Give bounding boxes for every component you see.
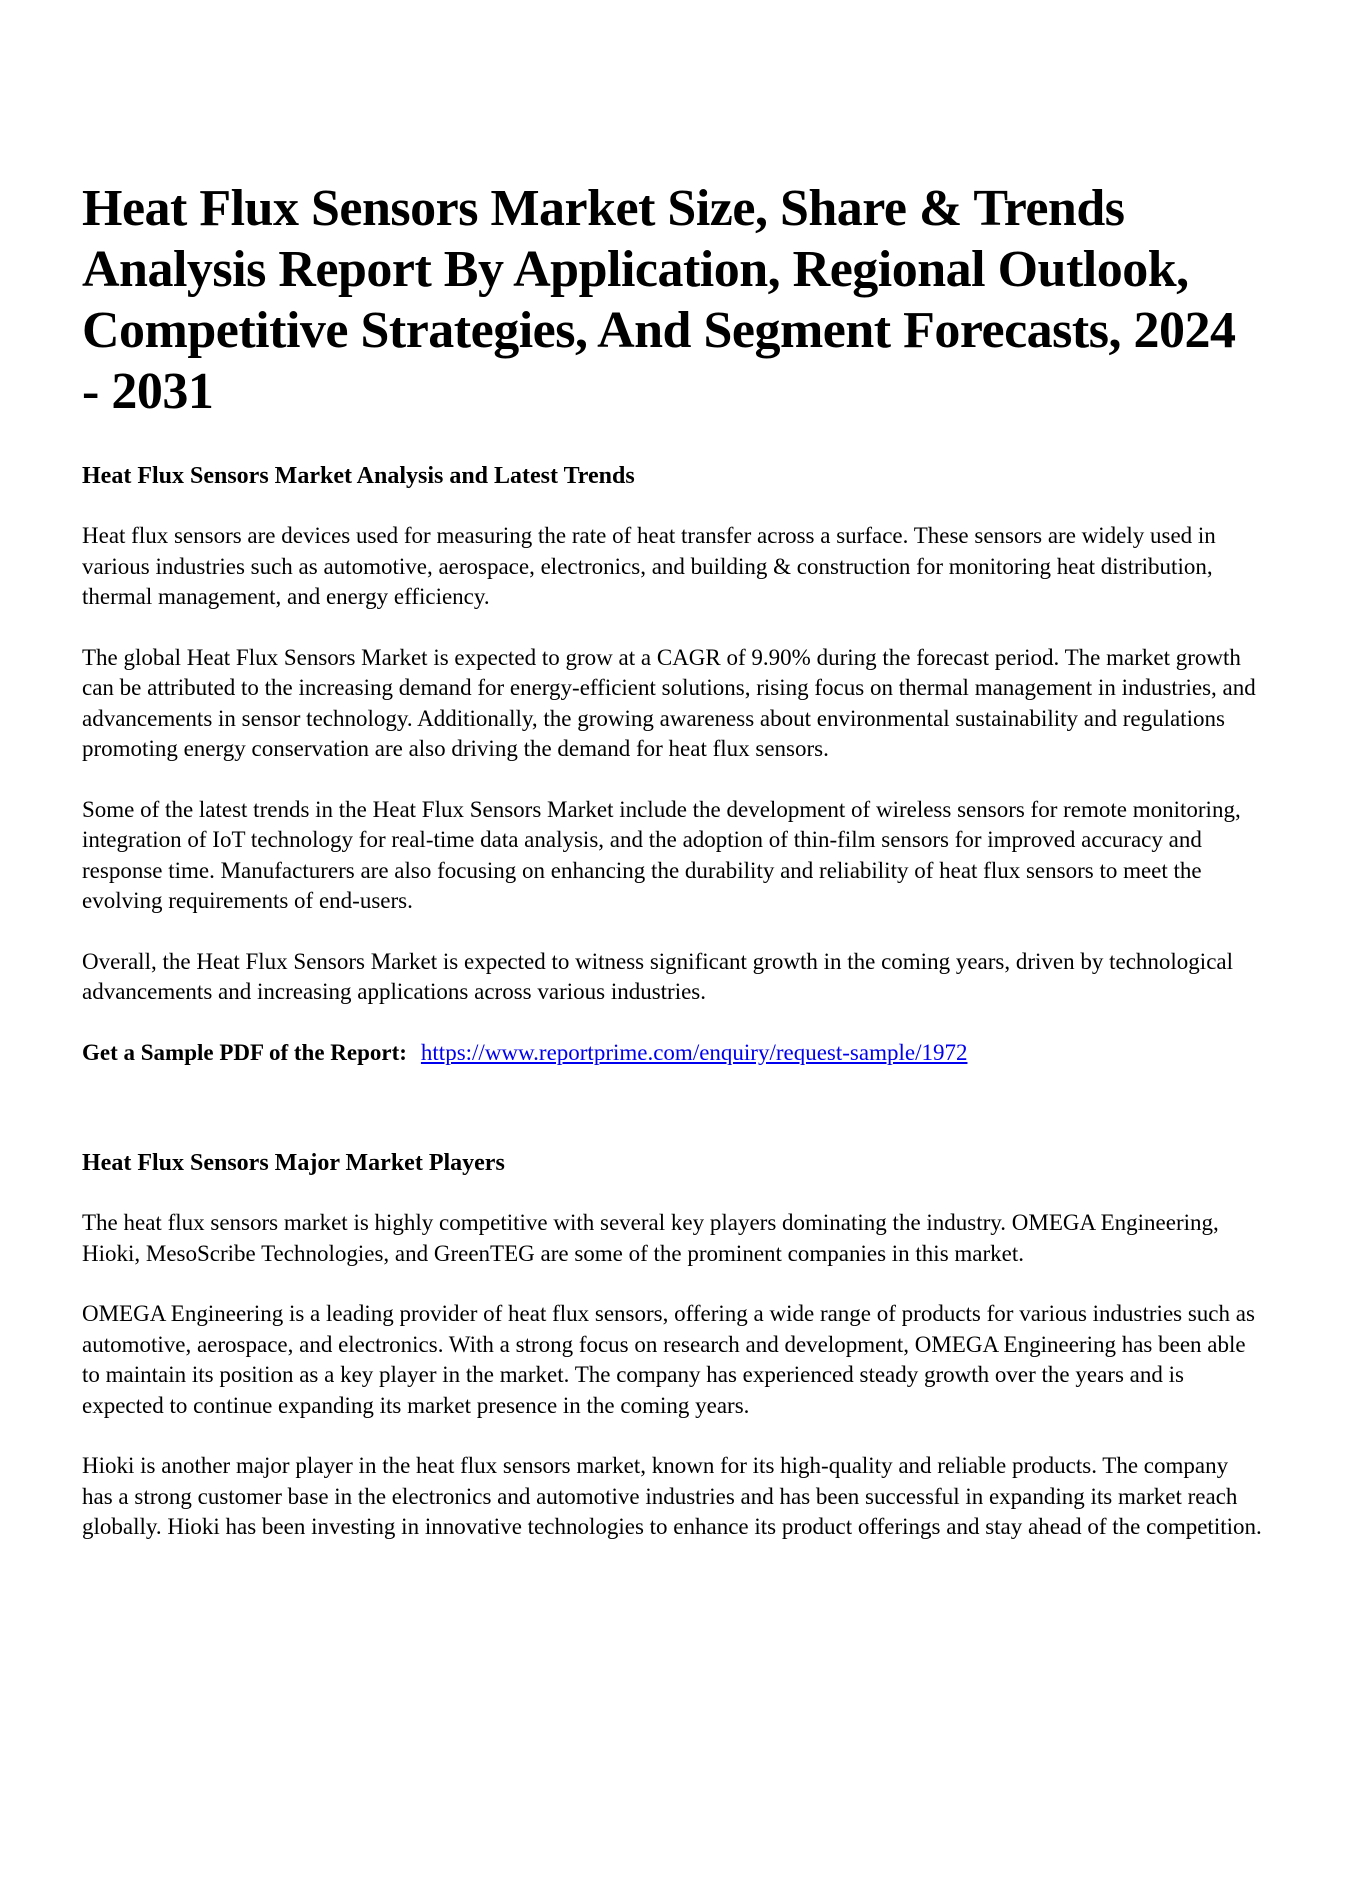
section-heading-analysis: Heat Flux Sensors Market Analysis and Latest Trends [82,463,635,489]
section-heading-players: Heat Flux Sensors Major Market Players [82,1150,505,1176]
paragraph-analysis-overall: Overall, the Heat Flux Sensors Market is expected to witness significant growth in the coming years, driven by technological advancements and increasing applications across various industries. [82,948,1233,1004]
paragraph-analysis-intro: Heat flux sensors are devices used for measuring the rate of heat transfer across a surface. These sensors are widely used in various industries such as automotive, aerospace, electronics, and building & construction for monitoring heat distribution, thermal management, and energy efficiency. [82,523,1216,609]
paragraph-players-intro: The heat flux sensors market is highly competitive with several key players dominating the industry. OMEGA Engineering, Hioki, MesoScribe Technologies, and GreenTEG are some of the prominent companies in this market. [82,1210,1219,1266]
sample-pdf-link[interactable]: https://www.reportprime.com/enquiry/request-sample/1972 [420,1039,968,1065]
paragraph-analysis-trends: Some of the latest trends in the Heat Flux Sensors Market include the development of wireless sensors for remote monitoring, integration of IoT technology for real-time data analysis, and the adoption of thin-film sensors for improved accuracy and response time. Manufacturers are also focusing on enhancing the durability and reliability of heat flux sensors to meet the evolving requirements of end-users. [82,796,1241,913]
paragraph-players-hioki: Hioki is another major player in the heat flux sensors market, known for its high-quality and reliable products. The company has a strong customer base in the electronics and automotive industries and has been successful in expanding its market reach globally. Hioki has been investing in innovative technologies to enhance its product offerings and stay ahead of the competition. [82,1453,1262,1539]
sample-pdf-line [82,1038,1263,1069]
paragraph-analysis-growth: The global Heat Flux Sensors Market is expected to grow at a CAGR of 9.90% during the forecast period. The market growth can be attributed to the increasing demand for energy-efficient solutions, rising focus on thermal management in industries, and advancements in sensor technology. Additionally, the growing awareness about environmental sustainability and regulations promoting energy conservation are also driving the demand for heat flux sensors. [82,644,1256,761]
paragraph-players-omega: OMEGA Engineering is a leading provider of heat flux sensors, offering a wide range of products for various industries such as automotive, aerospace, and electronics. With a strong focus on research and development, OMEGA Engineering has been able to maintain its position as a key player in the market. The company has experienced steady growth over the years and is expected to continue expanding its market presence in the coming years. [82,1301,1255,1418]
sample-pdf-label: Get a Sample PDF of the Report: [82,1039,407,1065]
page-title: Heat Flux Sensors Market Size, Share & Trends Analysis Report By Application, Regional Outlook, Competitive Strategies, And Segment Forecasts, 2024 - 2031 [82,180,1236,420]
